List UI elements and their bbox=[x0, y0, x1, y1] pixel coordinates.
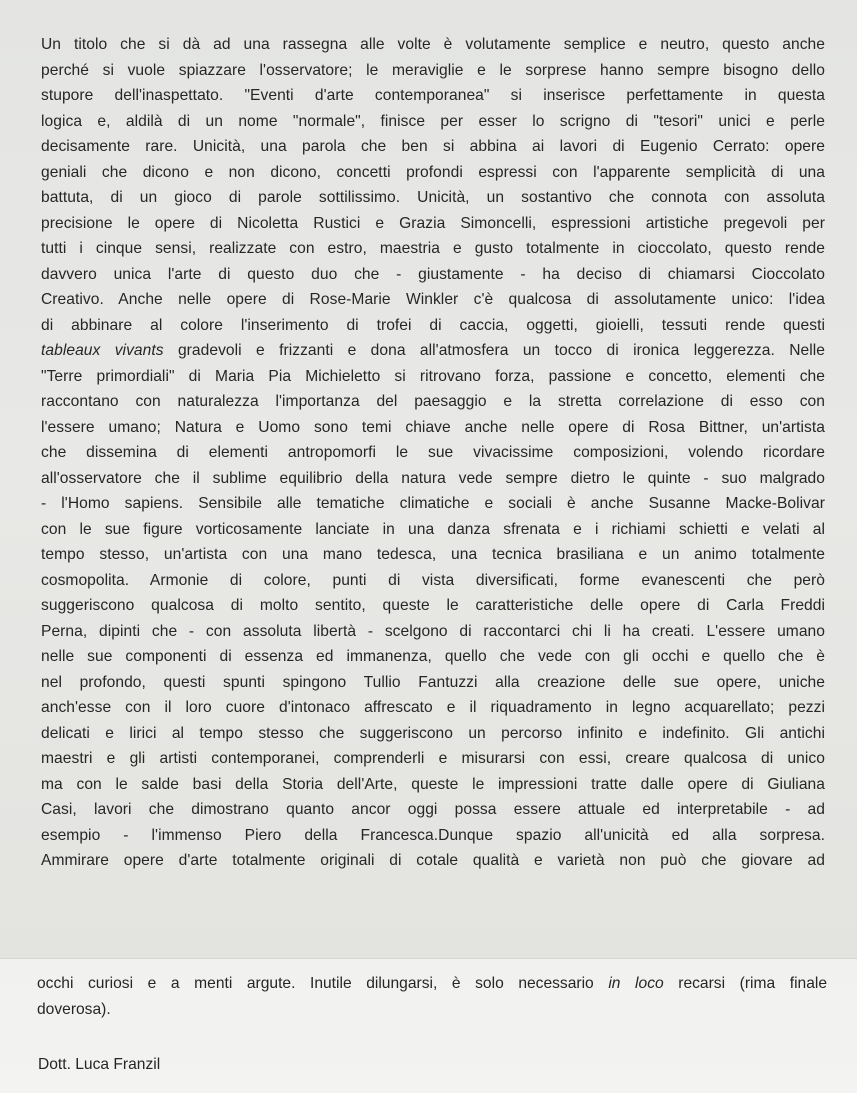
text-fragment: recarsi (rima finale bbox=[663, 975, 828, 992]
text-line: doverosa). bbox=[37, 1000, 111, 1018]
text-line: nel profondo, questi spunti spingono Tullio Fantuzzi alla creazione delle sue opere, uniche bbox=[41, 673, 825, 691]
text-line: di abbinare al colore l'inserimento di trofei di caccia, oggetti, gioielli, tessuti rende questi bbox=[41, 316, 825, 334]
text-line: esempio - l'immenso Piero della Francesca.Dunque spazio all'unicità ed alla sorpresa. bbox=[41, 826, 825, 844]
text-line: precisione le opere di Nicoletta Rustici e Grazia Simoncelli, espressioni artistiche pregevoli per bbox=[41, 214, 825, 232]
text-line: all'osservatore che il sublime equilibrio della natura vede sempre dietro le quinte - suo malgrado bbox=[41, 469, 825, 487]
text-line: ma con le salde basi della Storia dell'Arte, queste le impressioni tratte dalle opere di Giuliana bbox=[41, 775, 825, 793]
text-line: logica e, aldilà di un nome "normale", finisce per esser lo scrigno di "tesori" unici e perle bbox=[41, 112, 825, 130]
text-line: battuta, di un gioco di parole sottilissimo. Unicità, un sostantivo che connota con assoluta bbox=[41, 189, 825, 206]
article-tail bbox=[37, 971, 827, 1022]
text-line: con le sue figure vorticosamente lanciate in una danza sfrenata e i richiami schietti e velati al bbox=[41, 520, 825, 538]
text-line: nelle sue componenti di essenza ed immanenza, quello che vede con gli occhi e quello che è bbox=[41, 648, 825, 665]
text-line: decisamente rare. Unicità, una parola che ben si abbina ai lavori di Eugenio Cerrato: opere bbox=[41, 138, 825, 155]
text-line: tempo stesso, un'artista con una mano tedesca, una tecnica brasiliana e un animo totalmente bbox=[41, 546, 825, 563]
text-line: Casi, lavori che dimostrano quanto ancor oggi possa essere attuale ed interpretabile - ad bbox=[41, 801, 825, 818]
text-line: "Terre primordiali" di Maria Pia Michieletto si ritrovano forza, passione e concetto, elementi che bbox=[41, 367, 825, 385]
text-line: - l'Homo sapiens. Sensibile alle tematiche climatiche e sociali è anche Susanne Macke-Bolivar bbox=[41, 495, 825, 512]
text-fragment: occhi curiosi e a menti argute. Inutile dilungarsi, è solo necessario bbox=[37, 975, 609, 992]
text-line: anch'esse con il loro cuore d'intonaco affrescato e il riquadramento in legno acquarellato; pezzi bbox=[41, 699, 825, 716]
text-line-tail bbox=[37, 971, 827, 997]
text-line: Creativo. Anche nelle opere di Rose-Marie Winkler c'è qualcosa di assolutamente unico: l'idea bbox=[41, 291, 825, 308]
text-line: l'essere umano; Natura e Uomo sono temi chiave anche nelle opere di Rosa Bittner, un'artista bbox=[41, 418, 825, 436]
text-fragment: gradevoli e frizzanti e dona all'atmosfera un tocco di ironica leggerezza. Nelle bbox=[163, 342, 825, 359]
text-line: geniali che dicono e non dicono, concetti profondi espressi con l'apparente semplicità di una bbox=[41, 163, 825, 181]
text-line: cosmopolita. Armonie di colore, punti di vista diversificati, forme evanescenti che però bbox=[41, 571, 825, 589]
article-body bbox=[41, 32, 825, 874]
italic-phrase: tableaux vivants bbox=[41, 342, 164, 359]
text-line: suggeriscono qualcosa di molto sentito, queste le caratteristiche delle opere di Carla Freddi bbox=[41, 597, 825, 614]
text-line: tutti i cinque sensi, realizzate con estro, maestria e gusto totalmente in cioccolato, questo rende bbox=[41, 240, 825, 257]
text-line: Ammirare opere d'arte totalmente originali di cotale qualità e varietà non può che giovare ad bbox=[41, 852, 825, 869]
text-line: maestri e gli artisti contemporanei, comprenderli e misurarsi con essi, creare qualcosa di unico bbox=[41, 750, 825, 767]
text-line: delicati e lirici al tempo stesso che suggeriscono un percorso infinito e indefinito. Gli antichi bbox=[41, 724, 825, 742]
text-line: Un titolo che si dà ad una rassegna alle volte è volutamente semplice e neutro, questo anche bbox=[41, 36, 825, 53]
text-line: perché si vuole spiazzare l'osservatore; le meraviglie e le sorprese hanno sempre bisogno dello bbox=[41, 61, 825, 79]
text-line: raccontano con naturalezza l'importanza del paesaggio e la stretta correlazione di esso con bbox=[41, 393, 825, 410]
author-signature: Dott. Luca Franzil bbox=[38, 1056, 161, 1073]
text-line: Perna, dipinti che - con assoluta libertà - scelgono di raccontarci chi li ha creati. L'essere umano bbox=[41, 622, 825, 640]
italic-phrase: in loco bbox=[608, 975, 664, 992]
text-line: davvero unica l'arte di questo duo che - giustamente - ha deciso di chiamarsi Cioccolato bbox=[41, 265, 825, 283]
text-line: stupore dell'inaspettato. "Eventi d'arte contemporanea" si inserisce perfettamente in questa bbox=[41, 87, 825, 104]
text-line: che dissemina di elementi antropomorfi le sue vivacissime composizioni, volendo ricordare bbox=[41, 444, 825, 461]
text-line-tableaux bbox=[41, 338, 825, 364]
